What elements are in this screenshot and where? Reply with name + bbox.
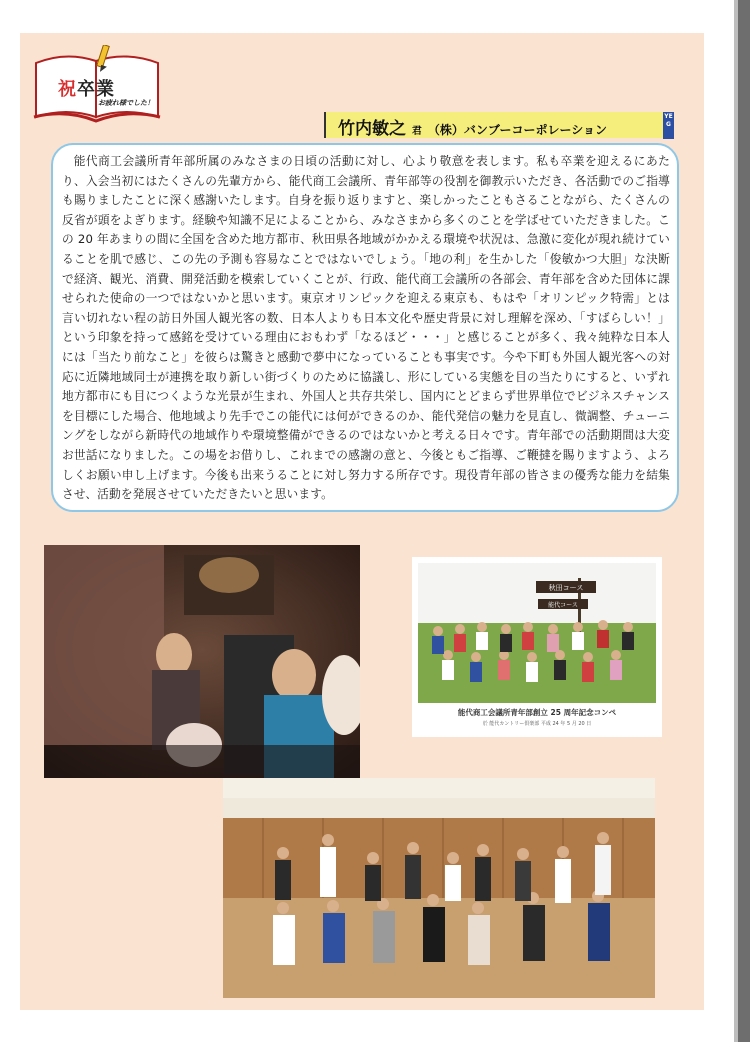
message-body: 能代商工会議所青年部所属のみなさまの日頃の活動に対し、心より敬意を表します。私も卒業を迎えるにあたり、入会当初にはたくさんの先輩方から、能代商工会議所、青年部等の役割を御教示いただき、各活動でのご指導も賜りましたことに深く感謝いたします。自身を振り返りますと、楽しかったこともさることながら、たくさんの反省が頭をよぎります。経験や知識不足によることから、みなさまから多くのことを学ばせていただきました。この 20 年あまりの間に全国を含めた地方都市、秋田県各地域がかかえる環境や状況は、急激に変化が現れ続けていることを肌で感じ、この先の予測も容易なことではないでしょう。「地の利」を生かした「俊敏かつ大胆」な決断で経済、観光、消費、開発活動を模索していくことが、行政、能代商工会議所の各部会、青年部を含めた団体に課せられた使命の一つではないかと思います。東京オリンピックを迎える東京も、もはや「オリンピック特需」とは言い切れない程の訪日外国人観光客の数、日本人よりも日本文化や歴史背景に対し理解を深め、「すばらしい！」という印象を持って感銘を受けている理由におもわず「なるほど・・・」と感じることが多く、我々純粋な日本人には「当たり前なこと」を彼らは驚きと感動で夢中になっていることも事実です。今や下町も外国人観光客への対応に近隣地域同士が連携を取り新しい街づくりのために協議し、形にしている実態を目の当たりにすると、いずれ地方都市にも目につくような光景が生まれ、外国人と共存共栄し、国内にとどまらず世界単位でビジネスチャンスを目標にした場合、他地域より先手でこの能代には何ができるのか、能代発信の魅力を見直し、微調整、チューニングをしながら新時代の地域作りや環境整備ができるのではないかと考える日々です。青年部での活動期間は大変お世話になりました。この場をお借りし、これまでの感謝の意と、今後ともご指導、ご鞭撻を賜りますよう、よろしくお願い申し上げます。今後も出来うることに対し努力する所存です。現役青年部の皆さまの優秀な能力を結集させ、活動を発展させていただきたいと思います。 — [62, 154, 670, 502]
badge-title: 祝卒業 — [58, 79, 115, 100]
member-name-bar — [324, 112, 664, 138]
golf-caption: 能代商工会議所青年部創立 25 周年記念コンペ — [457, 708, 617, 717]
golf-sign-bottom: 能代コース — [548, 602, 578, 609]
member-honorific: 君 — [411, 126, 422, 137]
party-photo — [44, 545, 360, 778]
golf-sign-top: 秋田コース — [548, 584, 584, 592]
golf-photo-card — [412, 557, 662, 737]
golf-photo — [418, 563, 656, 703]
gym-group-photo — [223, 778, 655, 998]
member-name-line — [338, 114, 607, 139]
member-name: 竹内敏之 — [338, 119, 406, 139]
viewer-scrollbar[interactable] — [738, 0, 750, 1042]
member-company: （株）バンブーコーポレーション — [427, 123, 608, 137]
badge-subtitle: お疲れ様でした！ — [98, 99, 154, 107]
golf-caption-small: 於 能代カントリー倶楽部 平成 24 年 5 月 20 日 — [482, 721, 592, 727]
yeg-tag: YEG — [663, 112, 674, 139]
